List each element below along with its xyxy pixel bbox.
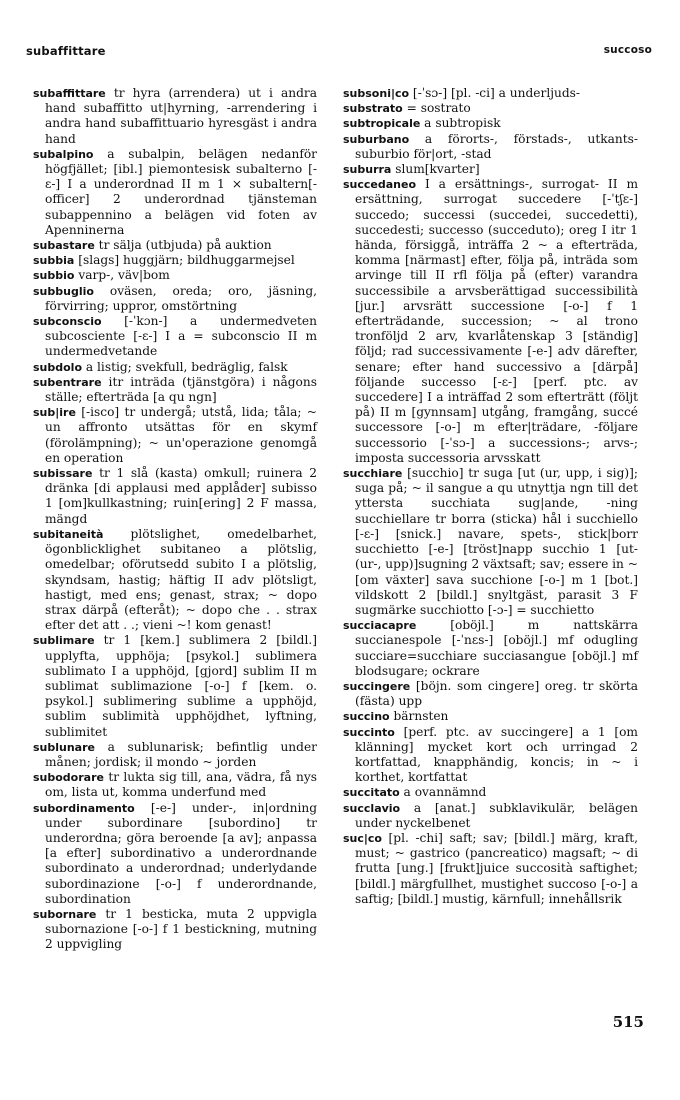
dictionary-entry: succhiare [succhio] tr suga [ut (ur, upp, i sig)]; suga på; ~ il sangue a qu utnyttja ngn till det yttersta succhiata sug|ande, -ning succhiellare tr borra (sticka) hål i succhiello [-ε-] [snick.] navare, spets-, stick|borr succhietto [-e-] [tröst]napp succhio 1 [ut- (ur-, upp)]sugning 2 växtsaft; sav; essere in ~ [om växter] sava succhione [-o-] m 1 [bot.] vildskott 2 [bildl.] snyltgäst, parasit 3 F sugmärke succhiotto [-ɔ-] = succhietto <box>343 466 638 617</box>
dictionary-entry: subbia [slags] huggjärn; bildhuggarmejsel <box>33 253 295 268</box>
dictionary-entry: suburra slum[kvarter] <box>343 162 480 177</box>
dictionary-entry: succingere [böjn. som cingere] oreg. tr skörta (fästa) upp <box>343 678 638 709</box>
dictionary-entry: subsoni|co [-ˈsɔ-] [pl. -ci] a underljuds- <box>343 86 581 100</box>
dictionary-entry: suburbano a förorts-, förstads-, utkants- suburbio för|ort, -stad <box>343 131 638 161</box>
guide-word-right: succoso <box>603 44 652 56</box>
dictionary-entry: subastare tr sälja (utbjuda) på auktion <box>33 238 272 253</box>
dictionary-entry: sub|ire [-isco] tr undergå; utstå, lida; tåla; ~ un affronto utsättas för en skymf (förolämpning); ~ un'operazione genomgå en operation <box>33 405 317 465</box>
left-column <box>33 86 317 953</box>
dictionary-entry: subalpino a subalpin, belägen nedanför högfjället; [ibl.] piemontesisk subalterno [-ε-] I a underordnad II m 1 ⨯ subaltern[-officer] 2 underordnad tjänsteman subappennino a belägen vid foten av Apenninerna <box>33 146 317 237</box>
page-number: 515 <box>612 1013 644 1031</box>
dictionary-entry: subordinamento [-e-] under-, in|ordning under subordinare [subordino] tr underordna; göra beroende [a av]; anpassa [a efter] subordinativo a underordnande subordinato a underordnad; underlydande subordinazione [-o-] f underordnande, subordination <box>33 800 317 906</box>
dictionary-entry: subissare tr 1 slå (kasta) omkull; ruinera 2 dränka [di applausi med applåder] subisso 1 [om]kullkastning; ruin[ering] 2 F massa, mängd <box>33 466 317 526</box>
dictionary-entry: suc|co [pl. -chi] saft; sav; [bildl.] märg, kraft, must; ~ gastrico (pancreatico) magsaft; ~ di frutta [ung.] [frukt]juice succosità saftighet; [bildl.] märgfullhet, mustighet succoso [-o-] a saftig; [bildl.] mustig, kärnfull; innehållsrik <box>343 830 638 906</box>
dictionary-entry: subdolo a listig; svekfull, bedräglig, falsk <box>33 359 288 374</box>
dictionary-entry: succedaneo I a ersättnings-, surrogat- II m ersättning, surrogat succedere [-ˈtʃε-] succedo; successi (succedei, succedetti), succedesti; successo (succeduto); oreg I itr 1 hända, försiggå, inträffa 2 ~ a efterträda, komma [närmast] efter, följa på, inträda som arvinge till II rfl följa på (efter) varandra successibile a arvsberättigad successibilità [jur.] arvsrätt successione [-o-] f 1 efterträdande, succession; ~ al trono tronföljd 2 arv, kvarlåtenskap 3 [ständig] följd; rad successivamente [-e-] adv därefter, senare; efter hand successivo a [därpå] följande successo [-ε-] [perf. ptc. av succedere] I a inträffad 2 som efterträtt (följt på) II m [gynnsam] utgång, framgång, succé successore [-o-] m efter|trädare, -följare successorio [-ˈsɔ-] a successions-; arvs-; imposta successoria arvsskatt <box>343 177 638 465</box>
dictionary-entry: subentrare itr inträda (tjänstgöra) i någons ställe; efterträda [a qu ngn] <box>33 374 317 405</box>
dictionary-entry: subornare tr 1 besticka, muta 2 uppvigla subornazione [-o-] f 1 bestickning, mutning 2 uppvigling <box>33 906 317 952</box>
dictionary-entry: succino bärnsten <box>343 709 449 724</box>
dictionary-entry: succitato a ovannämnd <box>343 785 487 800</box>
dictionary-entry: subbio varp-, väv|bom <box>33 268 170 283</box>
dictionary-entry: substrato = sostrato <box>343 101 471 116</box>
dictionary-entry: sublimare tr 1 [kem.] sublimera 2 [bildl.] upplyfta, upphöja; [psykol.] sublimera sublimato I a upphöjd, [gjord] sublim II m sublimat sublimazione [-o-] f [kem. o. psykol.] sublimering sublime a upphöjd, sublim sublimità upphöjdhet, lyftning, sublimitet <box>33 633 317 739</box>
dictionary-entry: subtropicale a subtropisk <box>343 116 501 131</box>
dictionary-entry: sublunare a sublunarisk; befintlig under månen; jordisk; il mondo ~ jorden <box>33 739 317 769</box>
guide-word-left: subaffittare <box>26 44 106 58</box>
dictionary-entry: succinto [perf. ptc. av succingere] a 1 [om klänning] mycket kort och urringad 2 kortfattad, knapphändig, koncis; in ~ i korthet, kortfattat <box>343 724 638 785</box>
dictionary-entry: subconscio [-ˈkɔn-] a undermedveten subcosciente [-ε-] I a = subconscio II m undermedvetande <box>33 314 317 359</box>
dictionary-entry: subaffittare tr hyra (arrendera) ut i andra hand subaffitto ut|hyrning, -arrendering i andra hand subaffittuario hyresgäst i andra hand <box>33 86 317 146</box>
dictionary-entry: subodorare tr lukta sig till, ana, vädra, få nys om, lista ut, komma underfund med <box>33 770 317 800</box>
dictionary-entry: subbuglio oväsen, oreda; oro, jäsning, förvirring; uppror, omstörtning <box>33 283 317 313</box>
dictionary-entry: subitaneità plötslighet, omedelbarhet, ögonblicklighet subitaneo a plötslig, omedelbar; oförutsedd subito I a plötslig, skyndsam, hastig; häftig II adv plötsligt, hastigt, med ens; genast, strax; ~ dopo strax därpå (efteråt); ~ dopo che . . strax efter det att . .; vieni ~! kom genast! <box>33 526 317 633</box>
right-column <box>343 86 638 907</box>
dictionary-entry: succiacapre [oböjl.] m nattskärra succianespole [-ˈnεs-] [oböjl.] mf odugling succiare=succhiare succiasangue [oböjl.] mf blodsugare; ockrare <box>343 618 638 678</box>
dictionary-entry: succlavio a [anat.] subklavikulär, belägen under nyckelbenet <box>343 800 638 830</box>
